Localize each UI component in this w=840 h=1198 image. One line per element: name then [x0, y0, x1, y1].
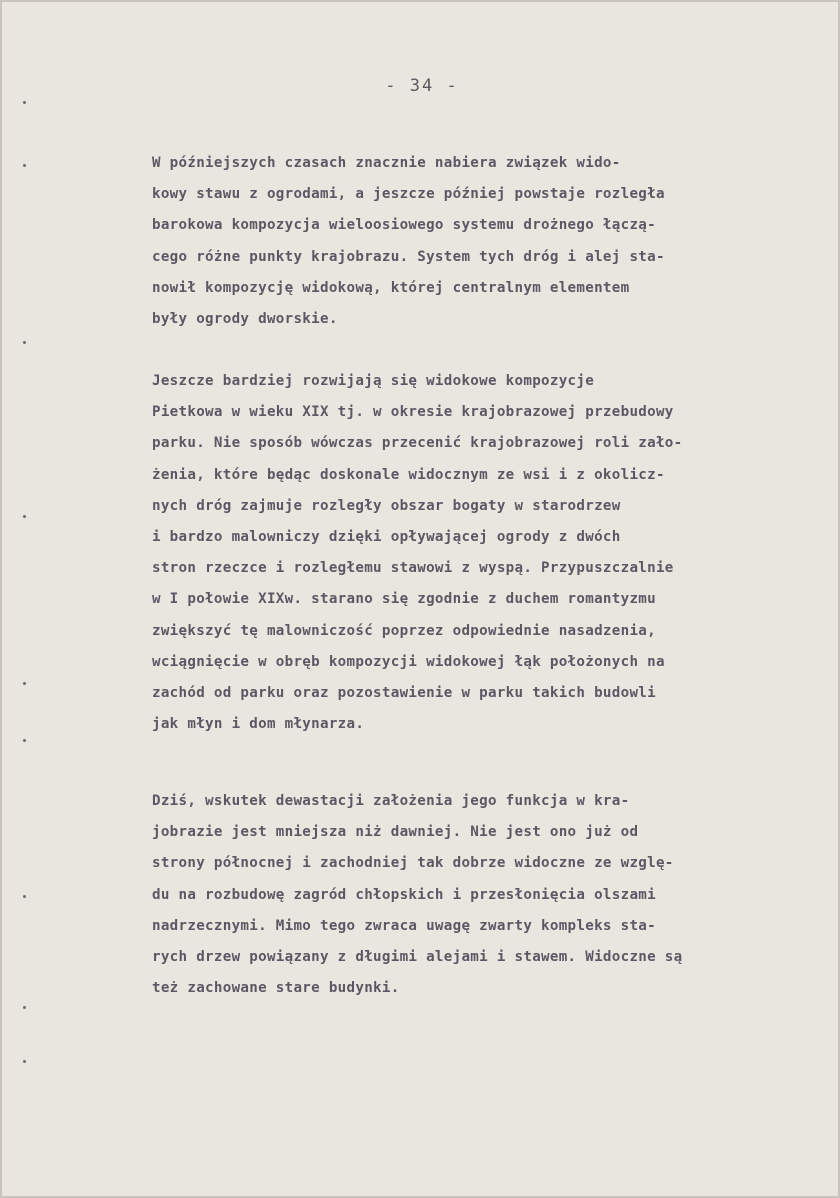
paragraph-3	[152, 786, 802, 1004]
text-line: jobrazie jest mniejsza niż dawniej. Nie jest ono już od	[152, 824, 639, 841]
text-line: du na rozbudowę zagród chłopskich i przesłonięcia olszami	[152, 886, 656, 903]
text-line: jak młyn i dom młynarza.	[152, 716, 365, 733]
text-line: Pietkowa w wieku XIX tj. w okresie krajobrazowej przebudowy	[152, 404, 674, 421]
text-line: nych dróg zajmuje rozległy obszar bogaty w starodrzew	[152, 497, 621, 514]
text-line: zwiększyć tę malowniczość poprzez odpowiednie nasadzenia,	[152, 622, 656, 639]
binding-hole	[23, 341, 26, 344]
text-line: barokowa kompozycja wieloosiowego systemu drożnego łączą-	[152, 217, 656, 234]
binding-hole	[23, 515, 26, 518]
text-line: Dziś, wskutek dewastacji założenia jego funkcja w kra-	[152, 793, 630, 809]
paragraph-1	[152, 148, 802, 335]
text-line: Jeszcze bardziej rozwijają się widokowe kompozycje	[152, 373, 595, 389]
text-line: W późniejszych czasach znacznie nabiera związek wido-	[152, 155, 621, 171]
binding-hole	[23, 682, 26, 685]
binding-hole	[23, 1006, 26, 1009]
text-line: w I połowie XIXw. starano się zgodnie z duchem romantyzmu	[152, 591, 656, 608]
text-line: kowy stawu z ogrodami, a jeszcze później powstaje rozległa	[152, 186, 665, 203]
text-line: nowił kompozycję widokową, której centralnym elementem	[152, 279, 630, 296]
text-line: nadrzecznymi. Mimo tego zwraca uwagę zwarty kompleks sta-	[152, 917, 656, 934]
text-line: zachód od parku oraz pozostawienie w parku takich budowli	[152, 685, 656, 702]
binding-hole	[23, 1060, 26, 1063]
binding-hole	[23, 101, 26, 104]
binding-hole	[23, 739, 26, 742]
binding-hole	[23, 895, 26, 898]
page-number: - 34 -	[385, 76, 459, 96]
text-line: stron rzeczce i rozległemu stawowi z wyspą. Przypuszczalnie	[152, 560, 674, 577]
binding-hole	[23, 164, 26, 167]
text-line: wciągnięcie w obręb kompozycji widokowej łąk położonych na	[152, 653, 665, 670]
paragraph-2	[152, 366, 802, 740]
text-line: też zachowane stare budynki.	[152, 980, 400, 997]
text-line: parku. Nie sposób wówczas przecenić krajobrazowej roli zało-	[152, 435, 683, 452]
text-line: strony północnej i zachodniej tak dobrze widoczne ze wzglę-	[152, 855, 674, 872]
text-line: były ogrody dworskie.	[152, 311, 338, 328]
text-line: rych drzew powiązany z długimi alejami i stawem. Widoczne są	[152, 949, 683, 966]
text-line: żenia, które będąc doskonale widocznym ze wsi i z okolicz-	[152, 466, 665, 483]
text-line: i bardzo malowniczy dzięki opływającej ogrody z dwóch	[152, 529, 621, 546]
text-line: cego różne punkty krajobrazu. System tych dróg i alej sta-	[152, 248, 665, 265]
